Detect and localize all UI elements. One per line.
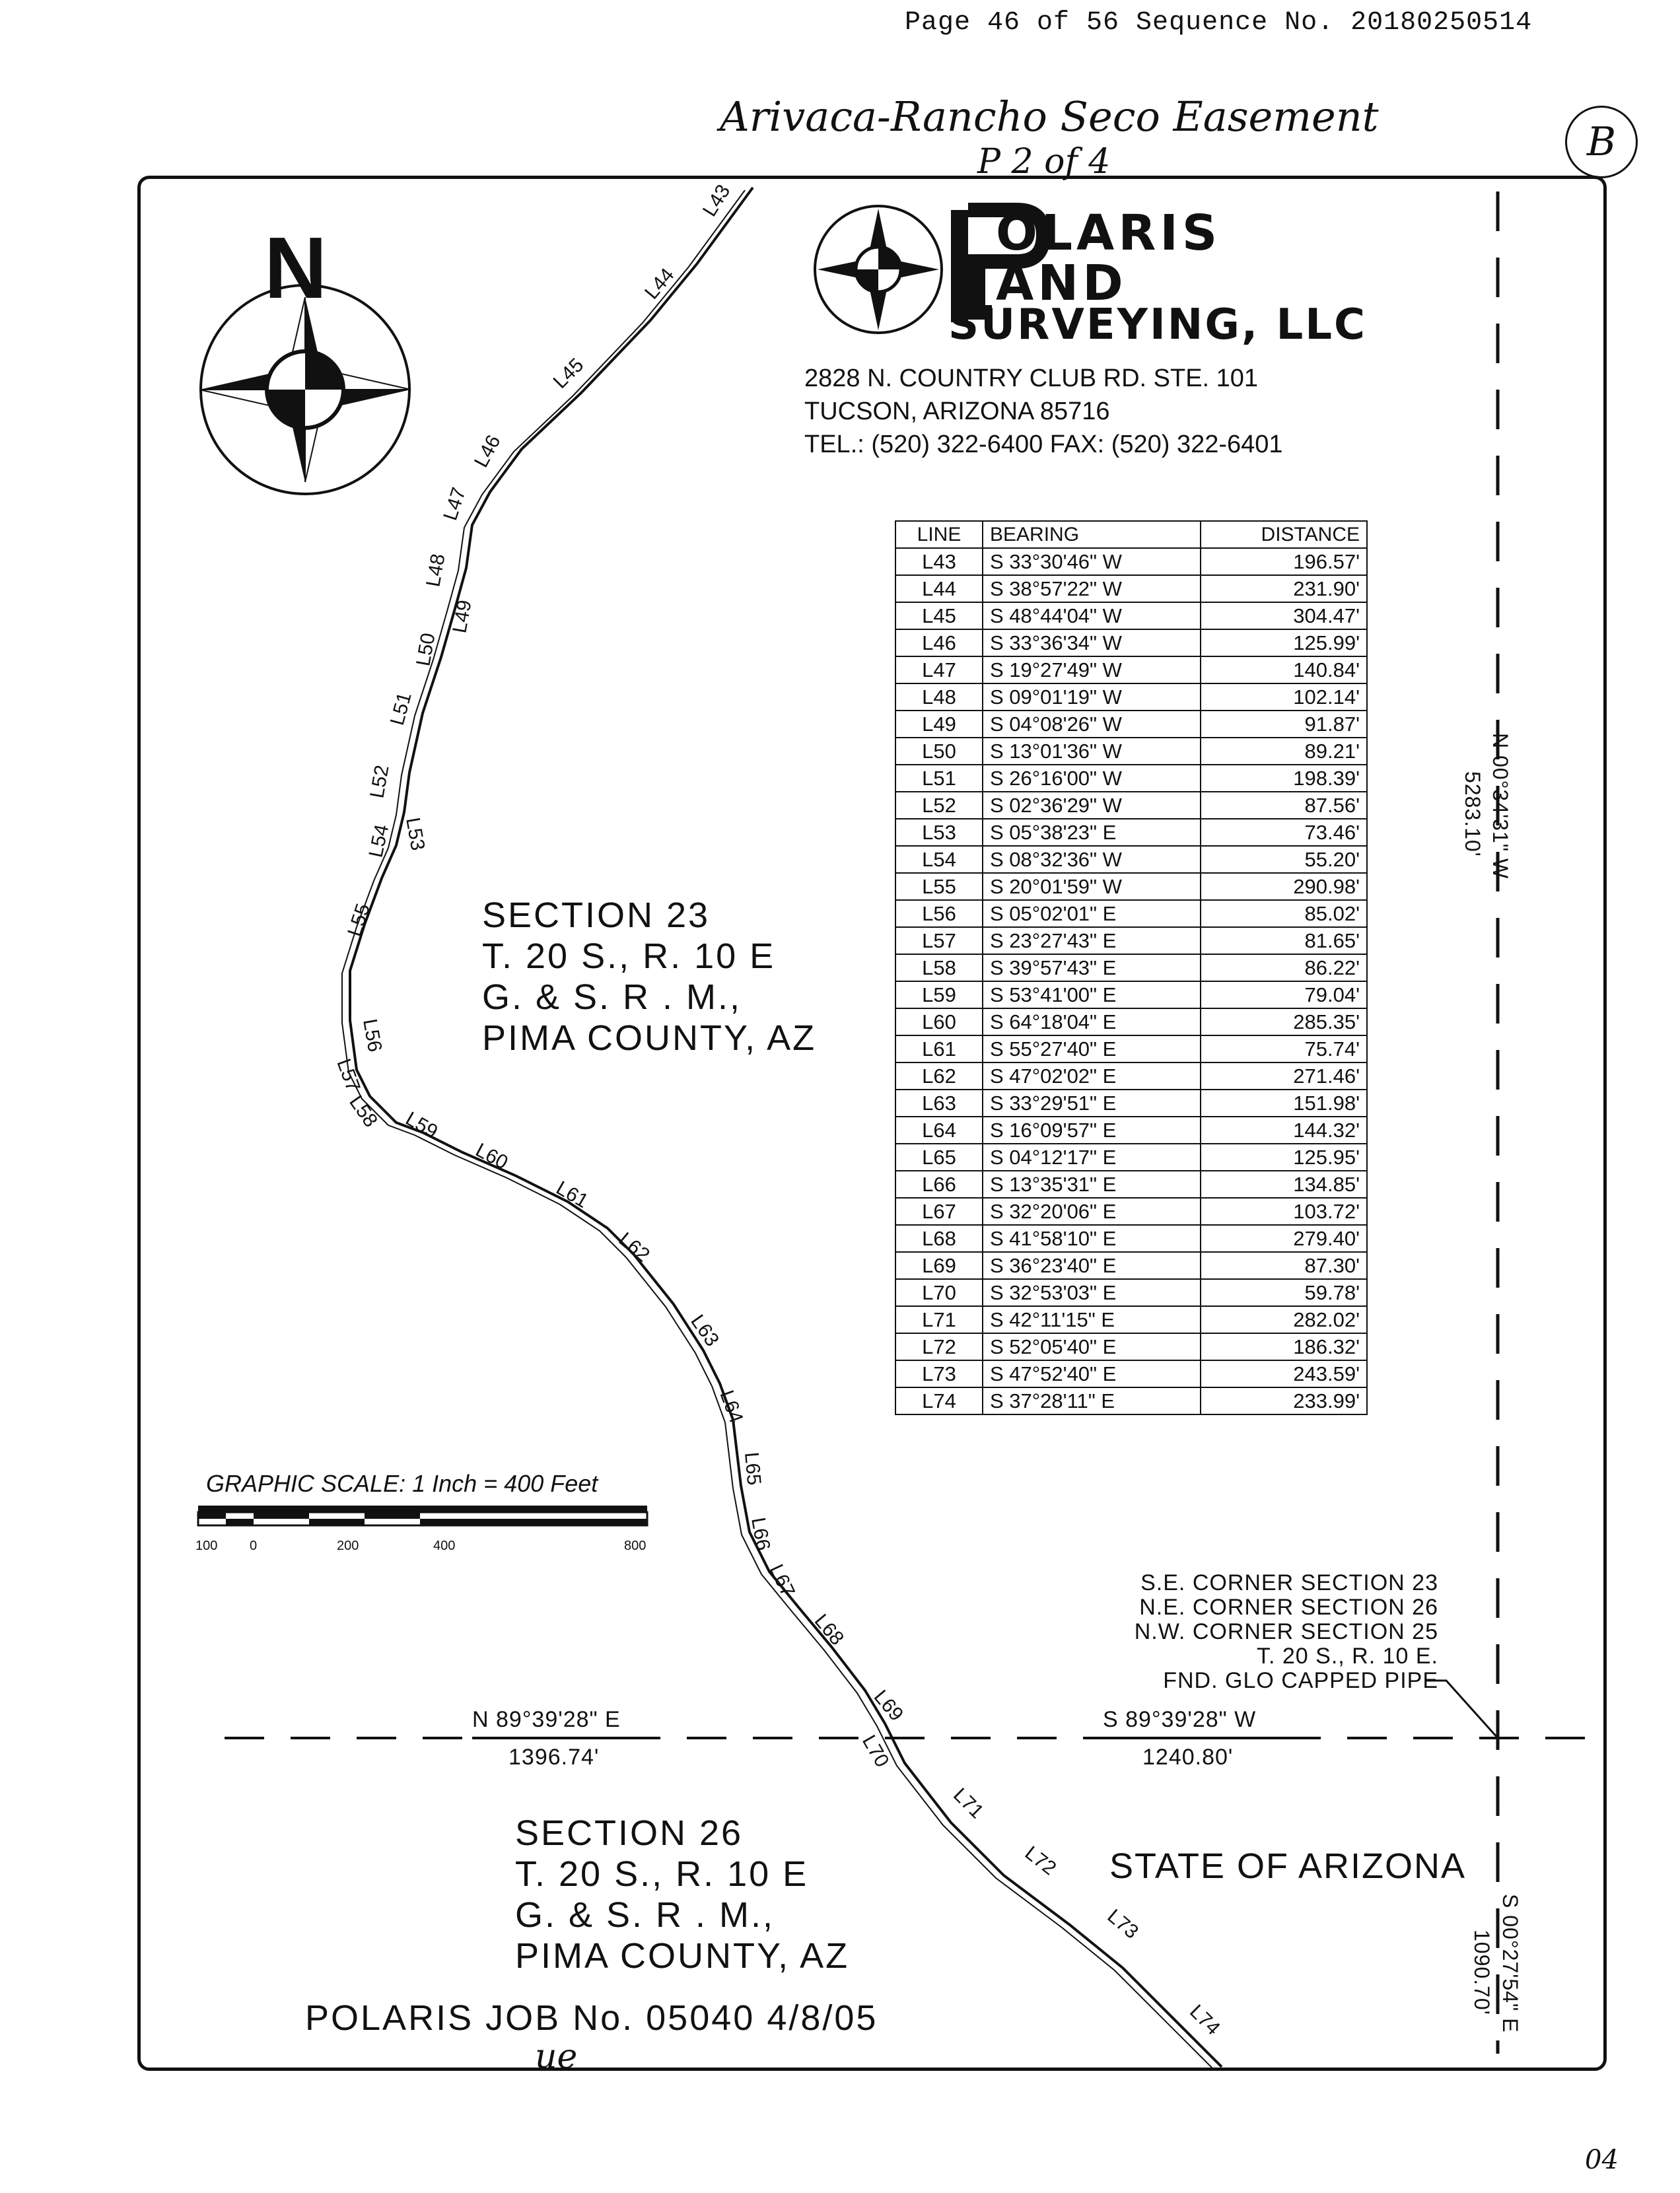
table-row	[895, 683, 1367, 711]
bearing-cell: S 32°53'03" E	[983, 1279, 1201, 1306]
distance-cell: 125.99'	[1201, 629, 1367, 656]
table-header-row	[895, 521, 1367, 548]
bearing-cell: S 36°23'40" E	[983, 1252, 1201, 1279]
line-id-cell: L64	[895, 1117, 983, 1144]
bearing-cell: S 55°27'40" E	[983, 1035, 1201, 1062]
distance-cell: 151.98'	[1201, 1090, 1367, 1117]
line-id-cell: L50	[895, 738, 983, 765]
line-id-cell: L62	[895, 1062, 983, 1090]
line-label: L51	[386, 689, 416, 728]
table-row	[895, 1225, 1367, 1252]
corner-note-line4: T. 20 S., R. 10 E.	[1256, 1644, 1438, 1669]
scale-tick-0: 0	[250, 1539, 258, 1553]
bearing-cell: S 08°32'36" W	[983, 846, 1201, 873]
line-id-cell: L65	[895, 1144, 983, 1171]
bearing-cell: S 52°05'40" E	[983, 1333, 1201, 1360]
state-of-arizona-label: STATE OF ARIZONA	[1109, 1846, 1467, 1886]
table-row	[895, 548, 1367, 575]
line-label: L48	[422, 552, 450, 589]
east-line-north-distance: 5283.10'	[1461, 771, 1485, 857]
table-row	[895, 711, 1367, 738]
line-id-cell: L68	[895, 1225, 983, 1252]
bearing-cell: S 33°29'51" E	[983, 1090, 1201, 1117]
bearing-cell: S 47°52'40" E	[983, 1360, 1201, 1387]
table-row	[895, 792, 1367, 819]
corner-note-line1: S.E. CORNER SECTION 23	[1140, 1570, 1438, 1595]
bearing-cell: S 13°01'36" W	[983, 738, 1201, 765]
distance-cell: 125.95'	[1201, 1144, 1367, 1171]
line-label: L68	[810, 1610, 849, 1650]
line-id-cell: L56	[895, 900, 983, 927]
line-label: L70	[857, 1731, 893, 1771]
handwritten-title: Arivaca-Rancho Seco Easement	[720, 92, 1379, 141]
distance-cell: 55.20'	[1201, 846, 1367, 873]
table-row	[895, 1252, 1367, 1279]
bearing-cell: S 42°11'15" E	[983, 1306, 1201, 1333]
section-26-meridian: G. & S. R . M.,	[515, 1895, 775, 1935]
distance-cell: 271.46'	[1201, 1062, 1367, 1090]
bearing-cell: S 32°20'06" E	[983, 1198, 1201, 1225]
line-id-cell: L51	[895, 765, 983, 792]
line-id-cell: L54	[895, 846, 983, 873]
handwritten-page-number: 04	[1585, 2145, 1619, 2175]
table-row	[895, 1144, 1367, 1171]
firm-address-city: TUCSON, ARIZONA 85716	[804, 398, 1110, 425]
east-section-bearing: S 89°39'28" W	[1103, 1707, 1257, 1732]
compass-logo-icon	[815, 206, 942, 333]
line-id-cell: L67	[895, 1198, 983, 1225]
bearing-cell: S 09°01'19" W	[983, 683, 1201, 711]
bearing-cell: S 19°27'49" W	[983, 656, 1201, 683]
line-id-cell: L73	[895, 1360, 983, 1387]
line-id-cell: L58	[895, 954, 983, 981]
section-26-county: PIMA COUNTY, AZ	[515, 1936, 850, 1976]
section-23-label	[482, 895, 816, 1059]
distance-cell: 198.39'	[1201, 765, 1367, 792]
table-row	[895, 981, 1367, 1008]
bearing-cell: S 38°57'22" W	[983, 575, 1201, 602]
line-label: L64	[715, 1387, 748, 1426]
line-label: L71	[949, 1784, 988, 1823]
line-label: L73	[1103, 1905, 1143, 1943]
bearing-cell: S 16°09'57" E	[983, 1117, 1201, 1144]
handwritten-initials: ue	[535, 2037, 578, 2077]
line-label: L62	[614, 1228, 654, 1267]
table-row	[895, 846, 1367, 873]
line-label: L47	[439, 485, 471, 524]
line-bearing-table	[895, 520, 1368, 1415]
distance-cell: 73.46'	[1201, 819, 1367, 846]
line-id-cell: L46	[895, 629, 983, 656]
line-id-cell: L47	[895, 656, 983, 683]
line-label: L65	[740, 1451, 765, 1486]
distance-cell: 290.98'	[1201, 873, 1367, 900]
line-label: L46	[470, 431, 505, 471]
section-23-county: PIMA COUNTY, AZ	[482, 1018, 817, 1058]
bearing-cell: S 41°58'10" E	[983, 1225, 1201, 1252]
bearing-cell: S 47°02'02" E	[983, 1062, 1201, 1090]
distance-cell: 103.72'	[1201, 1198, 1367, 1225]
bearing-cell: S 04°08'26" W	[983, 711, 1201, 738]
scale-tick-200: 200	[337, 1539, 359, 1553]
bearing-cell: S 20°01'59" W	[983, 873, 1201, 900]
distance-cell: 304.47'	[1201, 602, 1367, 629]
distance-cell: 102.14'	[1201, 683, 1367, 711]
table-row	[895, 738, 1367, 765]
bearing-cell: S 33°30'46" W	[983, 548, 1201, 575]
table-row	[895, 900, 1367, 927]
table-row	[895, 927, 1367, 954]
distance-cell: 140.84'	[1201, 656, 1367, 683]
line-label: L67	[765, 1561, 799, 1601]
table-row	[895, 819, 1367, 846]
line-id-cell: L74	[895, 1387, 983, 1414]
table-row	[895, 629, 1367, 656]
table-row	[895, 1008, 1367, 1035]
line-label: L58	[345, 1092, 382, 1132]
line-id-cell: L57	[895, 927, 983, 954]
line-id-cell: L59	[895, 981, 983, 1008]
east-line-north-bearing: N 00°34'31" W	[1488, 733, 1512, 880]
table-header-distance: DISTANCE	[1201, 521, 1367, 548]
line-label: L74	[1185, 2000, 1224, 2040]
table-row	[895, 1171, 1367, 1198]
table-row	[895, 1387, 1367, 1414]
line-id-cell: L52	[895, 792, 983, 819]
line-label: L54	[365, 822, 394, 860]
distance-cell: 285.35'	[1201, 1008, 1367, 1035]
section-26-name: SECTION 26	[515, 1813, 744, 1853]
distance-cell: 75.74'	[1201, 1035, 1367, 1062]
distance-cell: 89.21'	[1201, 738, 1367, 765]
bearing-cell: S 48°44'04" W	[983, 602, 1201, 629]
line-label: L72	[1020, 1842, 1061, 1880]
page-sequence-header: Page 46 of 56 Sequence No. 20180250514	[905, 8, 1533, 38]
table-row	[895, 656, 1367, 683]
bearing-cell: S 37°28'11" E	[983, 1387, 1201, 1414]
distance-cell: 81.65'	[1201, 927, 1367, 954]
distance-cell: 87.56'	[1201, 792, 1367, 819]
line-label: L45	[549, 354, 588, 393]
distance-cell: 279.40'	[1201, 1225, 1367, 1252]
bearing-cell: S 53°41'00" E	[983, 981, 1201, 1008]
line-label: L44	[641, 263, 679, 304]
bearing-cell: S 33°36'34" W	[983, 629, 1201, 656]
line-label: L60	[472, 1139, 512, 1174]
line-label: L55	[343, 901, 375, 940]
line-id-cell: L69	[895, 1252, 983, 1279]
bearing-cell: S 13°35'31" E	[983, 1171, 1201, 1198]
bearing-cell: S 23°27'43" E	[983, 927, 1201, 954]
line-id-cell: L70	[895, 1279, 983, 1306]
corner-note-line5: FND. GLO CAPPED PIPE	[1163, 1668, 1438, 1693]
distance-cell: 243.59'	[1201, 1360, 1367, 1387]
section-26-township: T. 20 S., R. 10 E	[515, 1854, 809, 1894]
distance-cell: 282.02'	[1201, 1306, 1367, 1333]
firm-phone-fax: TEL.: (520) 322-6400 FAX: (520) 322-6401	[804, 431, 1283, 458]
table-row	[895, 1279, 1367, 1306]
distance-cell: 134.85'	[1201, 1171, 1367, 1198]
west-section-bearing: N 89°39'28" E	[472, 1707, 621, 1732]
firm-name-line1: OLARIS	[996, 205, 1222, 261]
table-row	[895, 602, 1367, 629]
line-id-cell: L43	[895, 548, 983, 575]
bearing-cell: S 02°36'29" W	[983, 792, 1201, 819]
firm-name-line3: SURVEYING, LLC	[948, 300, 1367, 349]
distance-cell: 86.22'	[1201, 954, 1367, 981]
handwritten-page-indicator: P 2 of 4	[977, 142, 1111, 182]
east-section-distance: 1240.80'	[1142, 1745, 1234, 1770]
graphic-scale-title: GRAPHIC SCALE: 1 Inch = 400 Feet	[206, 1470, 598, 1497]
line-label: L66	[747, 1515, 775, 1552]
line-label: L59	[402, 1107, 442, 1144]
distance-cell: 85.02'	[1201, 900, 1367, 927]
polaris-job-number: POLARIS JOB No. 05040 4/8/05	[305, 1998, 878, 2038]
line-label: L69	[869, 1686, 908, 1725]
line-label: L53	[402, 816, 429, 853]
bearing-cell: S 26°16'00" W	[983, 765, 1201, 792]
line-label: L63	[686, 1311, 724, 1351]
bearing-cell: S 05°38'23" E	[983, 819, 1201, 846]
line-id-cell: L44	[895, 575, 983, 602]
distance-cell: 196.57'	[1201, 548, 1367, 575]
distance-cell: 79.04'	[1201, 981, 1367, 1008]
table-row	[895, 1306, 1367, 1333]
section-23-meridian: G. & S. R . M.,	[482, 977, 742, 1017]
corner-note-line2: N.E. CORNER SECTION 26	[1139, 1595, 1438, 1620]
table-row	[895, 1117, 1367, 1144]
line-id-cell: L48	[895, 683, 983, 711]
bearing-cell: S 04°12'17" E	[983, 1144, 1201, 1171]
line-id-cell: L45	[895, 602, 983, 629]
table-row	[895, 1035, 1367, 1062]
bearing-cell: S 39°57'43" E	[983, 954, 1201, 981]
line-id-cell: L72	[895, 1333, 983, 1360]
bearing-cell: S 64°18'04" E	[983, 1008, 1201, 1035]
table-header-bearing: BEARING	[983, 521, 1201, 548]
sheet-letter-circle: B	[1565, 106, 1638, 178]
table-row	[895, 765, 1367, 792]
line-label: L50	[412, 631, 440, 668]
line-label: L43	[698, 180, 735, 221]
distance-cell: 87.30'	[1201, 1252, 1367, 1279]
line-id-cell: L55	[895, 873, 983, 900]
line-label: L61	[552, 1177, 592, 1213]
line-id-cell: L60	[895, 1008, 983, 1035]
table-row	[895, 1090, 1367, 1117]
table-row	[895, 954, 1367, 981]
distance-cell: 186.32'	[1201, 1333, 1367, 1360]
scale-tick-100: 100	[195, 1539, 218, 1553]
section-26-label	[515, 1813, 849, 1976]
east-line-south-bearing: S 00°27'54" E	[1498, 1894, 1522, 2033]
corner-note-line3: N.W. CORNER SECTION 25	[1134, 1619, 1438, 1644]
bearing-cell: S 05°02'01" E	[983, 900, 1201, 927]
section-23-township: T. 20 S., R. 10 E	[482, 936, 776, 976]
line-label: L56	[359, 1017, 386, 1054]
line-label: L49	[448, 598, 476, 635]
distance-cell: 91.87'	[1201, 711, 1367, 738]
table-row	[895, 1360, 1367, 1387]
table-row	[895, 1333, 1367, 1360]
firm-address-street: 2828 N. COUNTRY CLUB RD. STE. 101	[804, 365, 1259, 392]
line-id-cell: L61	[895, 1035, 983, 1062]
table-row	[895, 575, 1367, 602]
line-label: L57	[332, 1056, 365, 1095]
line-label: L52	[366, 763, 394, 800]
table-row	[895, 1062, 1367, 1090]
section-23-name: SECTION 23	[482, 895, 711, 935]
firm-name-line2: AND	[996, 255, 1127, 312]
scale-tick-800: 800	[624, 1539, 647, 1553]
line-id-cell: L71	[895, 1306, 983, 1333]
north-arrow-letter: N	[264, 219, 328, 316]
distance-cell: 144.32'	[1201, 1117, 1367, 1144]
line-id-cell: L49	[895, 711, 983, 738]
east-line-south-distance: 1090.70'	[1470, 1930, 1494, 2015]
graphic-scale-bar	[198, 1506, 647, 1525]
line-id-cell: L66	[895, 1171, 983, 1198]
table-row	[895, 1198, 1367, 1225]
distance-cell: 233.99'	[1201, 1387, 1367, 1414]
line-id-cell: L63	[895, 1090, 983, 1117]
west-section-distance: 1396.74'	[508, 1745, 600, 1770]
distance-cell: 59.78'	[1201, 1279, 1367, 1306]
scale-tick-400: 400	[433, 1539, 456, 1553]
distance-cell: 231.90'	[1201, 575, 1367, 602]
table-header-line: LINE	[895, 521, 983, 548]
line-id-cell: L53	[895, 819, 983, 846]
table-row	[895, 873, 1367, 900]
